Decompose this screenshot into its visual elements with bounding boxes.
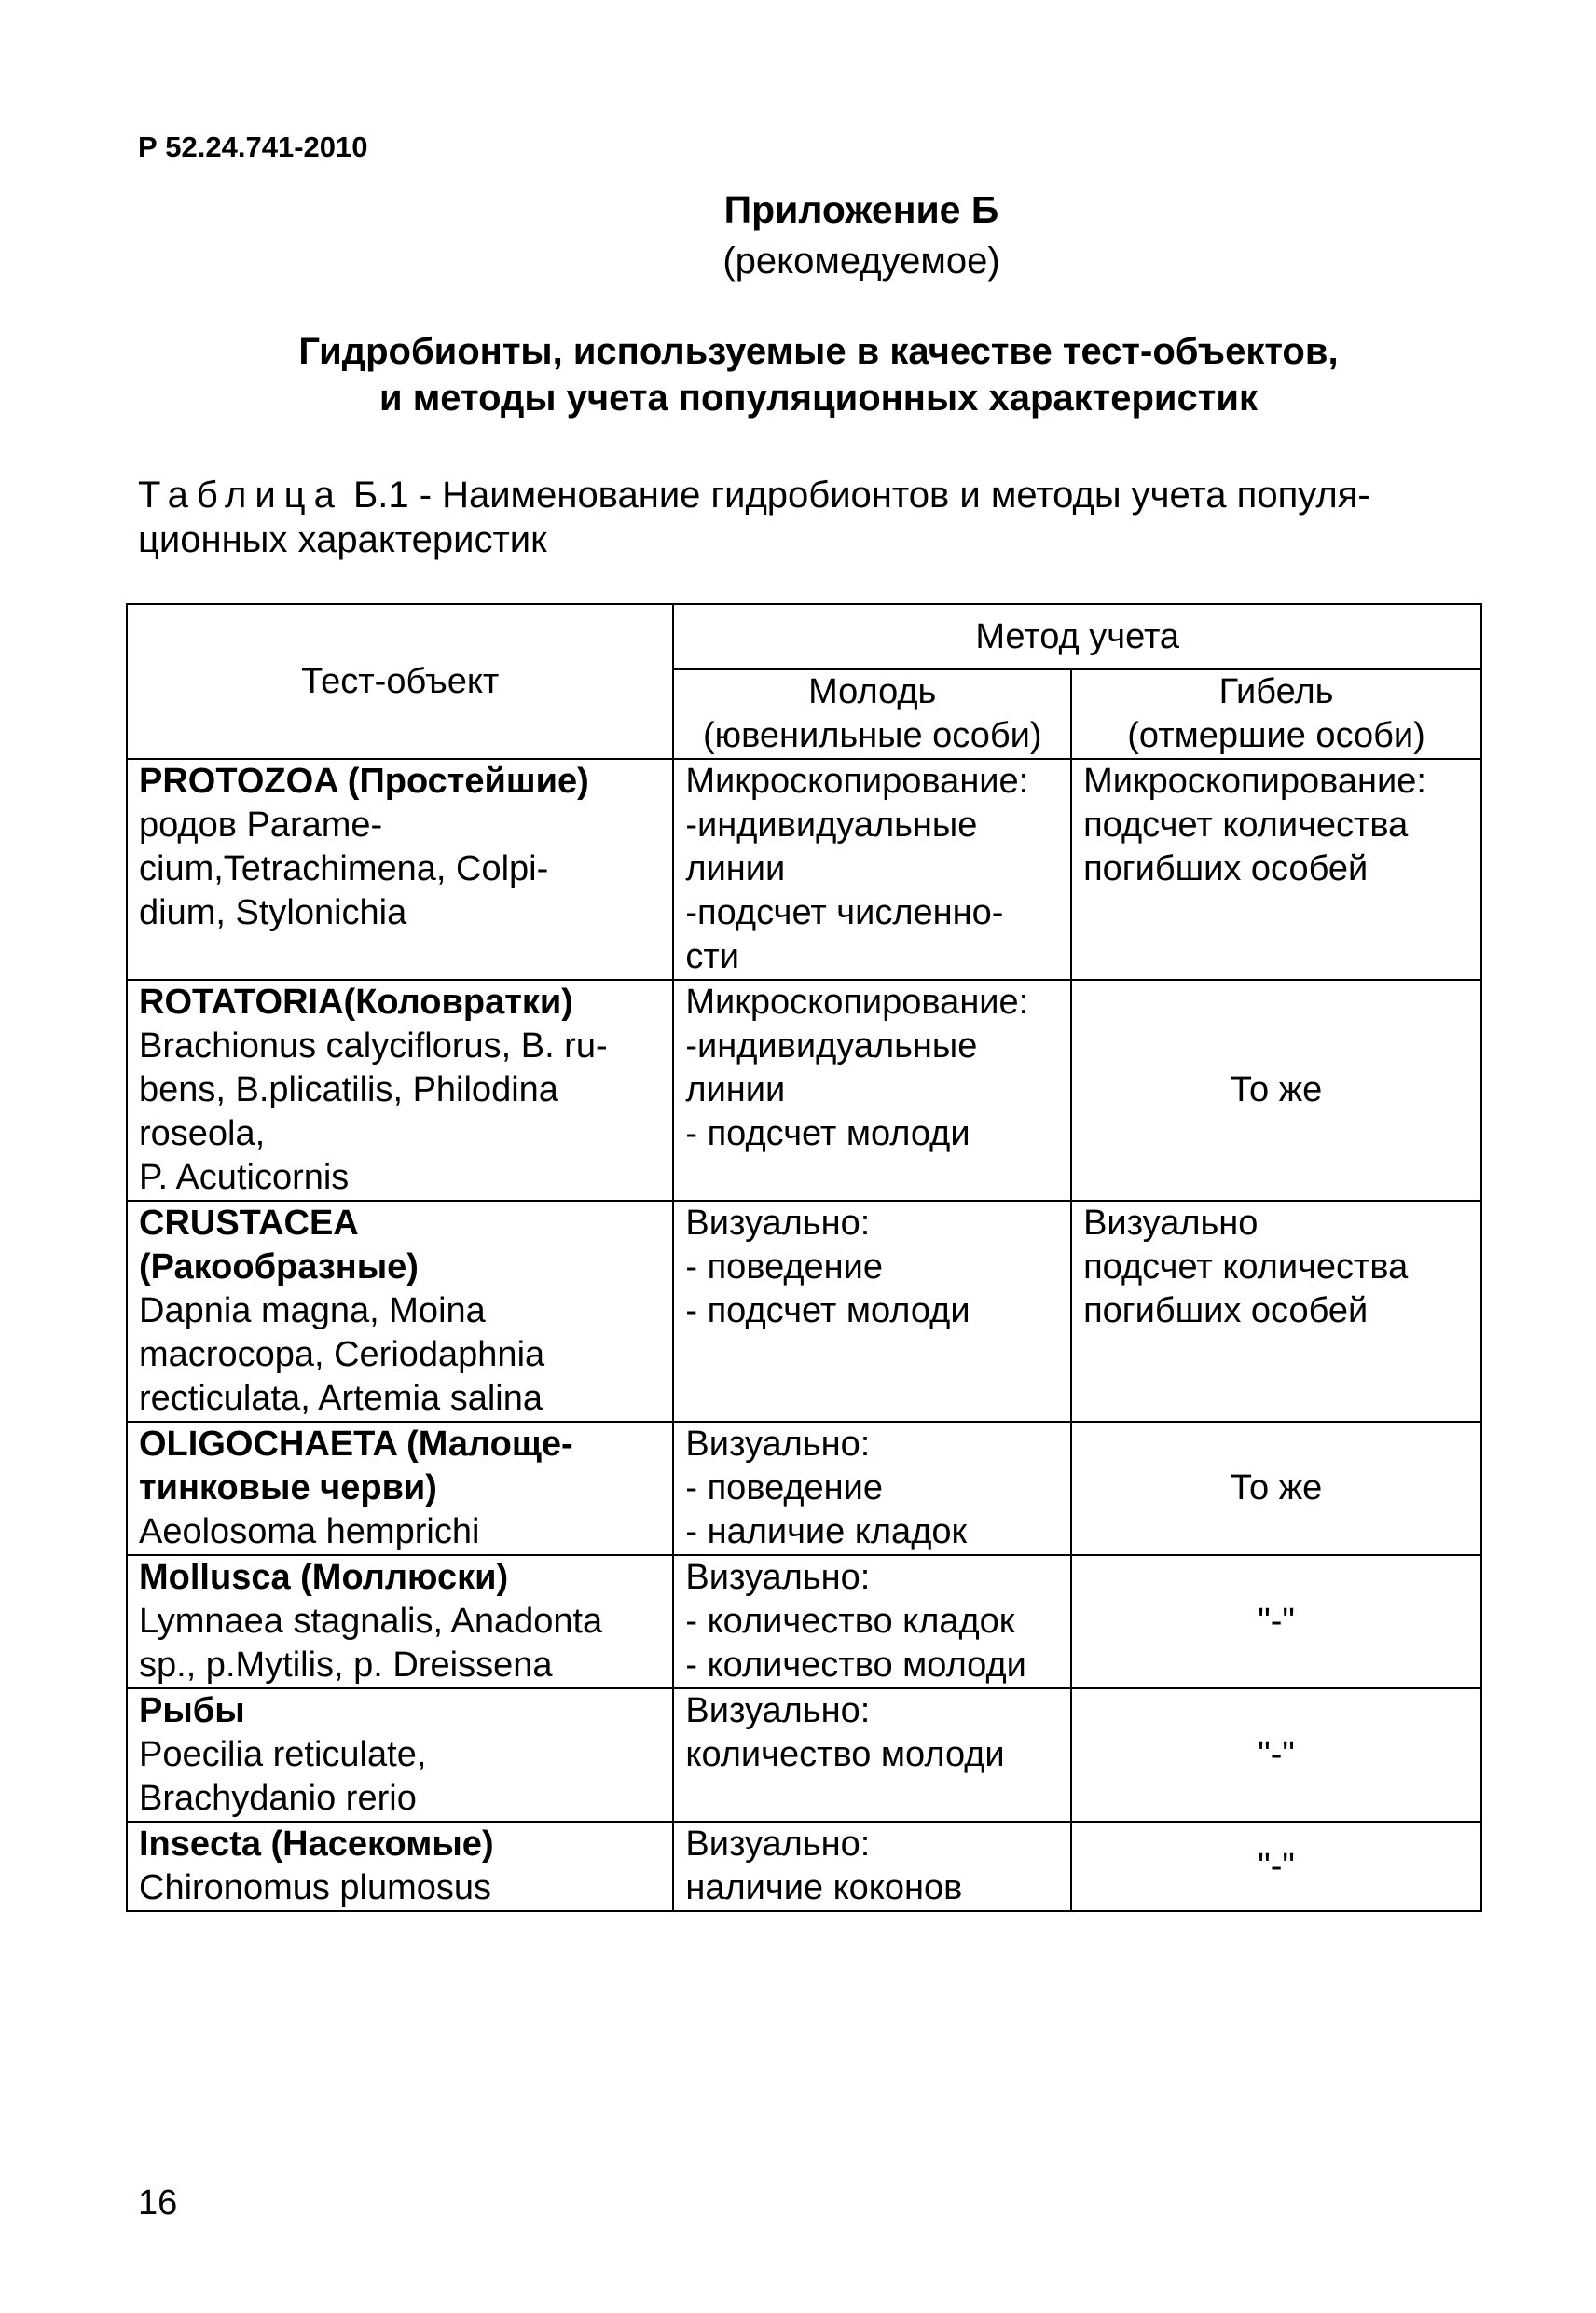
method-line: подсчет количества [1083,805,1409,845]
method-line: Визуально: [685,1824,871,1864]
method-line: Микроскопирование: [685,762,1029,801]
method-line: - подсчет молоди [685,1114,970,1153]
species-line: Aeolosoma hemprichi [139,1512,480,1551]
young-method-cell [673,1422,1071,1555]
group-name: PROTOZOA (Простейшие) [139,762,589,801]
doc-code: Р 52.24.741-2010 [138,131,368,163]
death-method-cell [1071,1555,1481,1688]
method-line: количество молоди [685,1735,1005,1774]
header-death-line: Гибель [1218,672,1334,711]
header-method: Метод учета [673,604,1481,669]
species-line: roseola, [139,1114,266,1153]
test-object-cell [127,1201,673,1422]
table-row [127,1555,1481,1688]
species-line: Poecilia reticulate, [139,1735,427,1774]
method-line: наличие коконов [685,1868,963,1907]
method-line: линии [685,849,786,888]
species-line: sp., p.Mytilis, p. Dreissena [139,1645,553,1685]
header-young-line: Молодь [808,672,937,711]
death-method-cell [1071,1822,1481,1911]
method-line: -индивидуальные [685,805,978,845]
header-test-object: Тест-объект [127,604,673,759]
method-line: Визуально: [685,1691,871,1730]
method-line: Микроскопирование: [1083,762,1426,801]
header-death-line: (отмершие особи) [1127,716,1425,755]
group-name: (Ракообразные) [139,1247,419,1287]
method-line: погибших особей [1083,1291,1369,1330]
species-line: dium, Stylonichia [139,893,407,932]
appendix-title: Приложение Б [723,188,999,231]
caption-label: Таблица [138,475,343,516]
death-method-cell [1071,980,1481,1201]
young-method-cell [673,1201,1071,1422]
species-line: macrocopa, Ceriodaphnia [139,1335,545,1374]
page-number: 16 [138,2183,178,2223]
young-method-cell [673,1555,1071,1688]
table-row [127,759,1481,980]
species-line: родов Parame- [139,805,383,845]
hydrobionts-table [126,603,1482,1912]
group-name: тинковые черви) [139,1468,437,1508]
test-object-cell [127,1688,673,1822]
species-line: P. Acuticornis [139,1158,350,1197]
method-line: - поведение [685,1247,884,1287]
method-line: То же [1230,1468,1323,1508]
death-method-cell [1071,1688,1481,1822]
group-name: Рыбы [139,1691,245,1730]
section-heading [21,328,1596,421]
species-line: Chironomus plumosus [139,1868,492,1907]
test-object-cell [127,1555,673,1688]
young-method-cell [673,1688,1071,1822]
group-name: ROTATORIA(Коловратки) [139,983,573,1022]
species-line: Lymnaea stagnalis, Anadonta [139,1602,603,1641]
group-name: OLIGOCHAETA (Малоще- [139,1425,573,1464]
young-method-cell [673,1822,1071,1911]
table-row [127,1822,1481,1911]
table-row [127,1422,1481,1555]
group-name: Insecta (Насекомые) [139,1824,494,1864]
species-line: cium,Tetrachimena, Colpi- [139,849,549,888]
test-object-cell [127,980,673,1201]
header-death [1071,669,1481,759]
group-name: CRUSTACEA [139,1204,359,1243]
species-line: recticulata, Artemia salina [139,1379,543,1418]
method-line: Микроскопирование: [685,983,1029,1022]
young-method-cell [673,980,1071,1201]
death-method-cell [1071,759,1481,980]
method-line: сти [685,937,740,976]
test-object-cell [127,759,673,980]
species-line: Dapnia magna, Moina [139,1291,486,1330]
test-object-cell [127,1422,673,1555]
method-line: - наличие кладок [685,1512,968,1551]
table-row [127,1688,1481,1822]
table-header-row [127,604,1481,669]
header-young-line: (ювенильные особи) [702,716,1042,755]
table-row [127,980,1481,1201]
young-method-cell [673,759,1071,980]
method-line: погибших особей [1083,849,1369,888]
method-line: "-" [1258,1846,1295,1886]
heading-line: и методы учета популяционных характеристик [379,378,1258,419]
header-young [673,669,1071,759]
caption-text: Б.1 - Наименование гидробионтов и методы учета популя- [352,475,1370,516]
caption-text: ционных характеристик [138,519,547,560]
table-row [127,1201,1481,1422]
group-name: Mollusca (Моллюски) [139,1558,509,1597]
method-line: "-" [1258,1735,1295,1774]
method-line: "-" [1258,1602,1295,1641]
method-line: Визуально: [685,1204,871,1243]
method-line: - поведение [685,1468,884,1508]
method-line: подсчет количества [1083,1247,1409,1287]
method-line: Визуально: [685,1558,871,1597]
method-line: Визуально [1083,1204,1259,1243]
method-line: -подсчет численно- [685,893,1004,932]
method-line: -индивидуальные [685,1026,978,1066]
test-object-cell [127,1822,673,1911]
method-line: линии [685,1070,786,1109]
method-line: Визуально: [685,1425,871,1464]
species-line: Brachydanio rerio [139,1779,417,1818]
method-line: То же [1230,1070,1323,1109]
species-line: bens, B.plicatilis, Philodina [139,1070,558,1109]
death-method-cell [1071,1201,1481,1422]
method-line: - подсчет молоди [685,1291,970,1330]
method-line: - количество кладок [685,1602,1015,1641]
method-line: - количество молоди [685,1645,1026,1685]
species-line: Brachionus calyciflorus, B. ru- [139,1026,608,1066]
death-method-cell [1071,1422,1481,1555]
heading-line: Гидробионты, используемые в качестве тест-объектов, [298,331,1339,372]
table-caption [138,473,1485,562]
appendix-subtitle: (рекомедуемое) [722,241,1000,282]
